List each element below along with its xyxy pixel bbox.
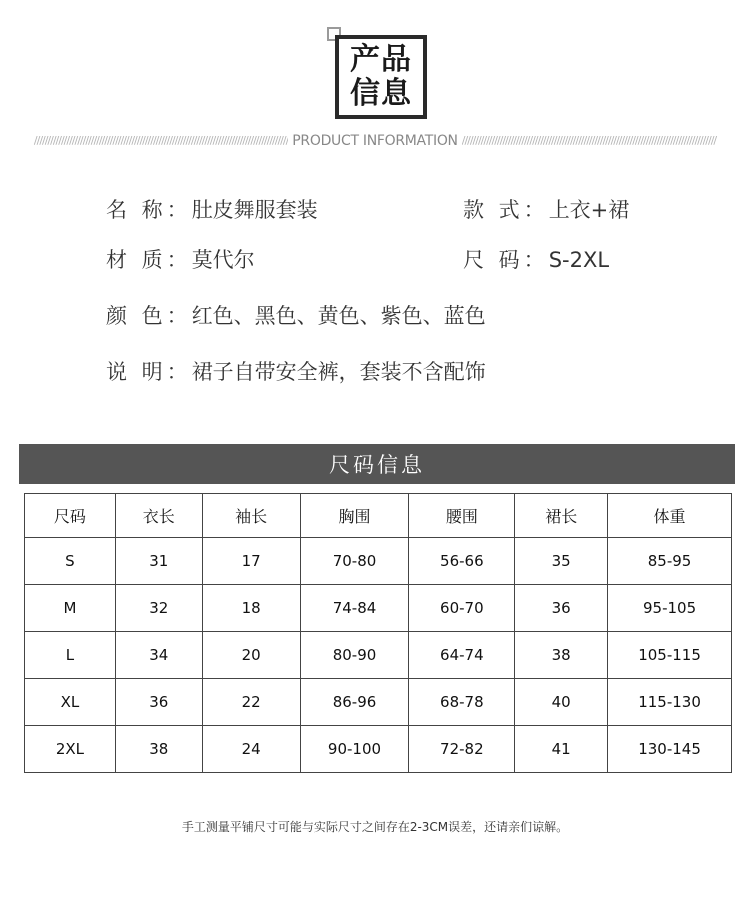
table-row: [25, 679, 732, 726]
table-row: [25, 538, 732, 585]
info-color-label: 颜 色：: [106, 304, 192, 328]
slash-divider-left: //////////////////////////////////////////////////////////////////////////////////////////////: [33, 136, 289, 146]
info-material-label: 材 质：: [106, 248, 192, 272]
title-badge: [327, 27, 427, 121]
table-cell: 40: [515, 679, 608, 726]
table-cell: 35: [515, 538, 608, 585]
header-skirt-length: 裙长: [515, 494, 608, 538]
header-waist: 腰围: [409, 494, 515, 538]
title-line-1: 产品: [350, 42, 412, 77]
table-cell: 20: [202, 632, 300, 679]
size-info-title: 尺码信息: [329, 453, 425, 477]
info-note: [106, 356, 486, 386]
table-cell: 24: [202, 726, 300, 773]
table-cell: 70-80: [300, 538, 409, 585]
table-cell: 105-115: [608, 632, 732, 679]
table-cell: 22: [202, 679, 300, 726]
table-cell: 80-90: [300, 632, 409, 679]
table-cell: M: [25, 585, 116, 632]
info-style-label: 款 式：: [463, 198, 549, 222]
info-size: [463, 244, 609, 274]
title-line-2: 信息: [350, 76, 412, 111]
table-cell: 31: [115, 538, 202, 585]
table-cell: 74-84: [300, 585, 409, 632]
table-cell: 32: [115, 585, 202, 632]
table-cell: 86-96: [300, 679, 409, 726]
info-name: [106, 194, 318, 224]
table-cell: 36: [115, 679, 202, 726]
info-material: [106, 244, 255, 274]
info-style-value: 上衣+裙: [548, 198, 630, 222]
table-cell: 72-82: [409, 726, 515, 773]
subtitle: PRODUCT INFORMATION: [292, 133, 458, 149]
badge-frame: [335, 35, 427, 119]
info-note-value: 裙子自带安全裤，套装不含配饰: [191, 360, 486, 384]
table-row: [25, 726, 732, 773]
table-cell: L: [25, 632, 116, 679]
table-cell: 36: [515, 585, 608, 632]
subtitle-row: [0, 130, 750, 152]
info-material-value: 莫代尔: [191, 248, 255, 272]
table-cell: 56-66: [409, 538, 515, 585]
table-cell: 18: [202, 585, 300, 632]
slash-divider-right: //////////////////////////////////////////////////////////////////////////////////////////////: [461, 136, 717, 146]
header-sleeve-length: 袖长: [202, 494, 300, 538]
info-size-value: S-2XL: [548, 248, 610, 272]
table-cell: 90-100: [300, 726, 409, 773]
info-note-label: 说 明：: [106, 360, 192, 384]
header-weight: 体重: [608, 494, 732, 538]
measurement-footnote: 手工测量平铺尺寸可能与实际尺寸之间存在2-3CM误差，还请亲们谅解。: [181, 820, 569, 834]
table-cell: 85-95: [608, 538, 732, 585]
table-cell: 41: [515, 726, 608, 773]
header-size: 尺码: [25, 494, 116, 538]
size-table: [24, 493, 732, 773]
info-style: [463, 194, 629, 224]
table-row: [25, 632, 732, 679]
info-name-value: 肚皮舞服套装: [191, 198, 318, 222]
table-cell: 95-105: [608, 585, 732, 632]
table-cell: 115-130: [608, 679, 732, 726]
table-cell: XL: [25, 679, 116, 726]
table-header-row: [25, 494, 732, 538]
table-cell: 60-70: [409, 585, 515, 632]
header-bust: 胸围: [300, 494, 409, 538]
table-cell: 68-78: [409, 679, 515, 726]
info-name-label: 名 称：: [106, 198, 192, 222]
table-cell: 38: [515, 632, 608, 679]
table-cell: 17: [202, 538, 300, 585]
table-cell: 130-145: [608, 726, 732, 773]
table-cell: S: [25, 538, 116, 585]
table-cell: 38: [115, 726, 202, 773]
table-cell: 2XL: [25, 726, 116, 773]
info-color: [106, 300, 486, 330]
table-cell: 64-74: [409, 632, 515, 679]
table-cell: 34: [115, 632, 202, 679]
header-top-length: 衣长: [115, 494, 202, 538]
table-row: [25, 585, 732, 632]
info-color-value: 红色、黑色、黄色、紫色、蓝色: [191, 304, 486, 328]
info-size-label: 尺 码：: [463, 248, 549, 272]
size-info-banner: [19, 444, 735, 484]
